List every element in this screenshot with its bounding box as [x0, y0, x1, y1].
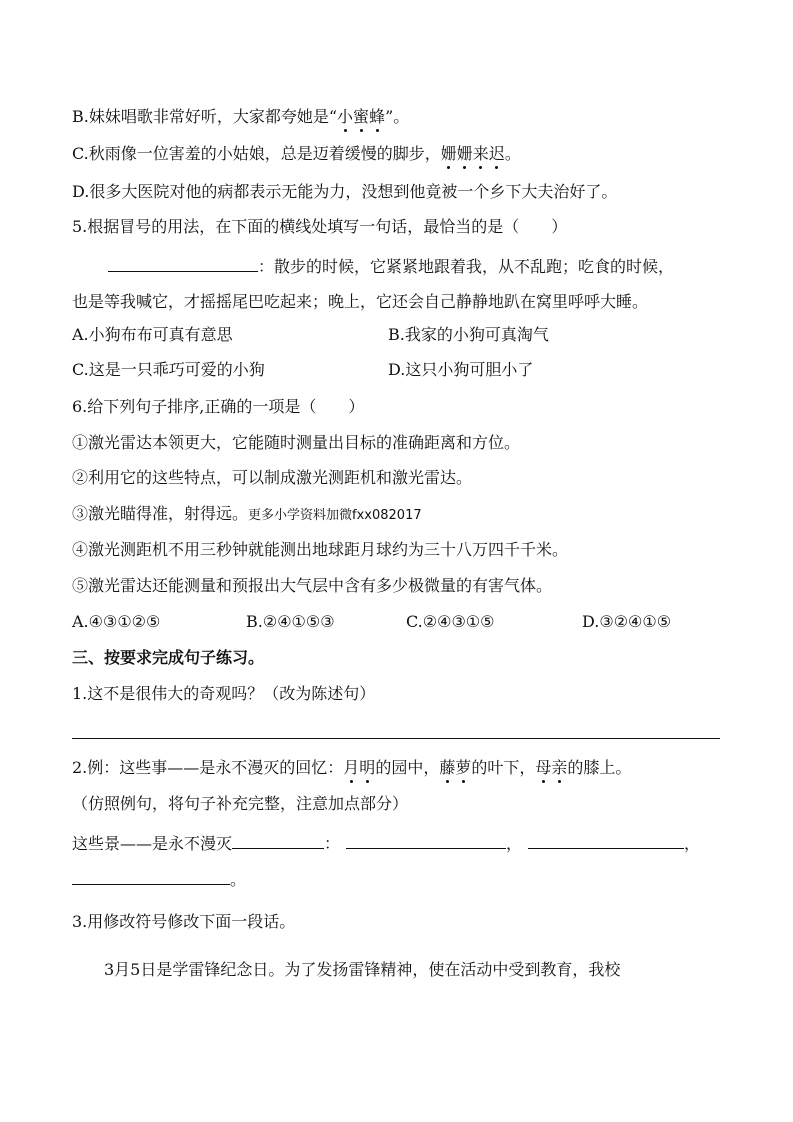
answer-blank[interactable] — [232, 830, 324, 849]
answer-blank[interactable] — [108, 253, 258, 272]
q6-option-b: B.②④①⑤③ — [246, 612, 335, 631]
q6-sentence-5: ⑤激光雷达还能测量和预报出大气层中含有多少极微量的有害气体。 — [72, 576, 553, 595]
q6-sentence-3: ③激光瞄得准，射得远。更多小学资料加微fxx082017 — [72, 504, 422, 523]
q6-sentence-1: ①激光雷达本领更大，它能随时测量出目标的准确距离和方位。 — [72, 433, 521, 452]
s3-question-3-text: 3月5日是学雷锋纪念日。为了发扬雷锋精神，使在活动中受到教育，我校 — [104, 960, 621, 979]
q5-passage-line2: 也是等我喊它，才摇摇尾巴吃起来；晚上，它还会自己静静地趴在窝里呼呼大睡。 — [72, 292, 649, 311]
dotted-word-1: 小蜜蜂 — [337, 107, 385, 126]
dotted-word-2: 姗姗来迟 — [441, 144, 505, 163]
watermark-note: 更多小学资料加微fxx082017 — [248, 508, 422, 523]
q6-sentence-4: ④激光测距机不用三秒钟就能测出地球距月球约为三十八万四千千米。 — [72, 540, 569, 559]
s3-question-3: 3.用修改符号修改下面一段话。 — [72, 912, 296, 931]
s3-question-2-fill-end: 。 — [72, 866, 246, 892]
q4-option-b: B.妹妹唱歌非常好听，大家都夸她是“小蜜蜂”。 — [72, 105, 409, 129]
q5-option-d: D.这只小狗可胆小了 — [388, 360, 534, 379]
q6-sentence-2: ②利用它的这些特点，可以制成激光测距机和激光雷达。 — [72, 468, 473, 487]
q5-option-b: B.我家的小狗可真淘气 — [388, 325, 549, 344]
q6-stem: 6.给下列句子排序,正确的一项是（ ） — [72, 397, 365, 416]
s3-question-2: 2.例：这些事——是永不漫灭的回忆：月明的园中，藤萝的叶下，母亲的膝上。 — [72, 756, 631, 780]
q6-option-d: D.③②④①⑤ — [582, 612, 672, 631]
section-heading: 三、按要求完成句子练习。 — [72, 648, 265, 667]
q4-option-d: D.很多大医院对他的病都表示无能为力，没想到他竟被一个乡下大夫治好了。 — [72, 182, 618, 201]
q6-option-c: C.②④③①⑤ — [406, 612, 495, 631]
s3-question-2-instruction: （仿照例句，将句子补充完整，注意加点部分） — [72, 794, 409, 813]
answer-blank[interactable] — [72, 866, 230, 885]
answer-blank[interactable] — [528, 830, 684, 849]
q5-stem: 5.根据冒号的用法，在下面的横线处填写一句话，最恰当的是（ ） — [72, 217, 568, 236]
q5-option-a: A.小狗布布可真有意思 — [72, 325, 233, 344]
q5-passage-line1: ：散步的时候，它紧紧地跟着我，从不乱跑；吃食的时候， — [108, 253, 674, 279]
s3-question-1: 1.这不是很伟大的奇观吗？（改为陈述句） — [72, 684, 376, 703]
dotted-word-4: 藤萝 — [439, 758, 471, 777]
answer-blank[interactable] — [346, 830, 506, 849]
q5-option-c: C.这是一只乖巧可爱的小狗 — [72, 360, 265, 379]
dotted-word-3: 月明 — [343, 758, 375, 777]
q6-option-a: A.④③①②⑤ — [72, 612, 161, 631]
dotted-word-5: 母亲 — [535, 758, 567, 777]
s3-question-2-fill: 这些景——是永不漫灭 ： ， ， — [72, 830, 700, 856]
q4-option-c: C.秋雨像一位害羞的小姑娘，总是迈着缓慢的脚步，姗姗来迟。 — [72, 142, 521, 166]
answer-line[interactable] — [72, 738, 720, 739]
